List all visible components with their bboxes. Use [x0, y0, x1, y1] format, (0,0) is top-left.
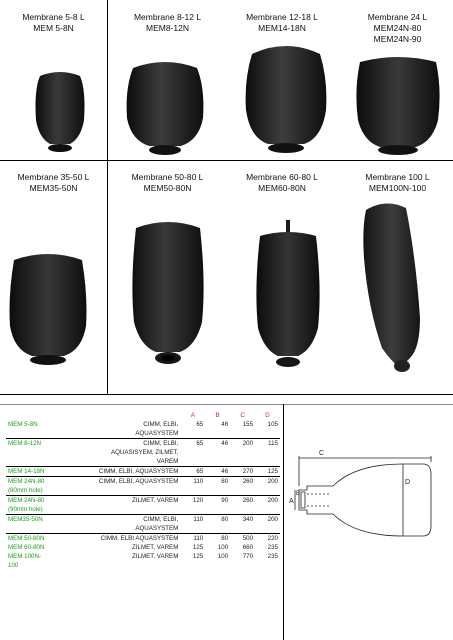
diagram-label-d: D — [405, 479, 411, 486]
table-header-row — [6, 411, 280, 420]
diagram-label-b: B — [296, 491, 301, 497]
grid-divider-h-1 — [0, 160, 453, 161]
table-row: MEM 24N-80 (80mm hole) CIMM, ELBI, AQUASYSTEM 110 80 260 200 — [8, 478, 278, 494]
membrane-title-6: Membrane 50-80 L MEM50-80N — [131, 172, 204, 193]
diagram-label-c: C — [319, 450, 325, 457]
col-header-a: A — [190, 412, 195, 419]
table-row: MEM 24N-80 (90mm hole) ZILMET, VAREM 120 90 260 200 — [8, 497, 278, 513]
membrane-title-7: Membrane 60-80 L MEM60-80N — [246, 172, 318, 193]
membrane-image-12-18 — [238, 40, 334, 158]
grid-divider-v-bottom — [107, 160, 108, 394]
membrane-image-5-8 — [26, 70, 94, 158]
table-row: MEM 50-80N CIMM, ELBI AQUASYSTEM 110 80 500 220 — [8, 535, 278, 542]
membrane-title-2: Membrane 8-12 L MEM8-12N — [133, 12, 202, 33]
membrane-image-24 — [350, 50, 446, 158]
membrane-title-3: Membrane 12-18 L MEM14-18N — [246, 12, 318, 33]
table-row: MEM 14-18N CIMM, ELBI, AQUASYSTEM 65 46 270 125 — [8, 468, 278, 475]
grid-divider-v-top-1 — [107, 0, 108, 160]
table-row: MEM35-50N CIMM, ELBI, AQUASYSTEM 110 80 340 200 — [8, 516, 278, 532]
membrane-title-1: Membrane 5-8 L MEM 5-8N — [22, 12, 85, 33]
grid-divider-h-2 — [0, 394, 453, 395]
membrane-title-4: Membrane 24 L MEM24N-80 MEM24N-90 — [367, 12, 428, 44]
table-row: MEM 60-80N ZILMET, VAREM 125 100 660 235 — [8, 544, 278, 551]
membrane-title-8: Membrane 100 L MEM100N-100 — [365, 172, 430, 193]
membrane-image-35-50 — [6, 246, 90, 368]
specification-table — [6, 411, 280, 570]
col-header-d: D — [265, 412, 270, 419]
diagram-label-a: A — [289, 498, 294, 505]
membrane-title-5: Membrane 35-50 L MEM35-50N — [17, 172, 90, 193]
membrane-image-60-80 — [250, 218, 326, 372]
table-row: MEM 100N- 100 ZILMET, VAREM 125 100 770 235 — [8, 553, 278, 569]
membrane-image-50-80 — [128, 212, 208, 370]
table-row: MEM 5-8N CIMM, ELBI, AQUASYSTEM 65 46 155 105 — [8, 421, 278, 437]
grid-divider-h-3 — [0, 404, 453, 405]
membrane-image-8-12 — [117, 58, 213, 158]
col-header-c: C — [240, 412, 245, 419]
table-row: MEM 8-12N CIMM, ELBI, AQUASISYEM, ZILMET, VAREM 65 46 200 115 — [8, 440, 278, 465]
membrane-image-100 — [360, 198, 436, 378]
grid-divider-v-table — [283, 404, 284, 640]
col-header-b: B — [215, 412, 220, 419]
dimension-diagram — [285, 440, 445, 560]
